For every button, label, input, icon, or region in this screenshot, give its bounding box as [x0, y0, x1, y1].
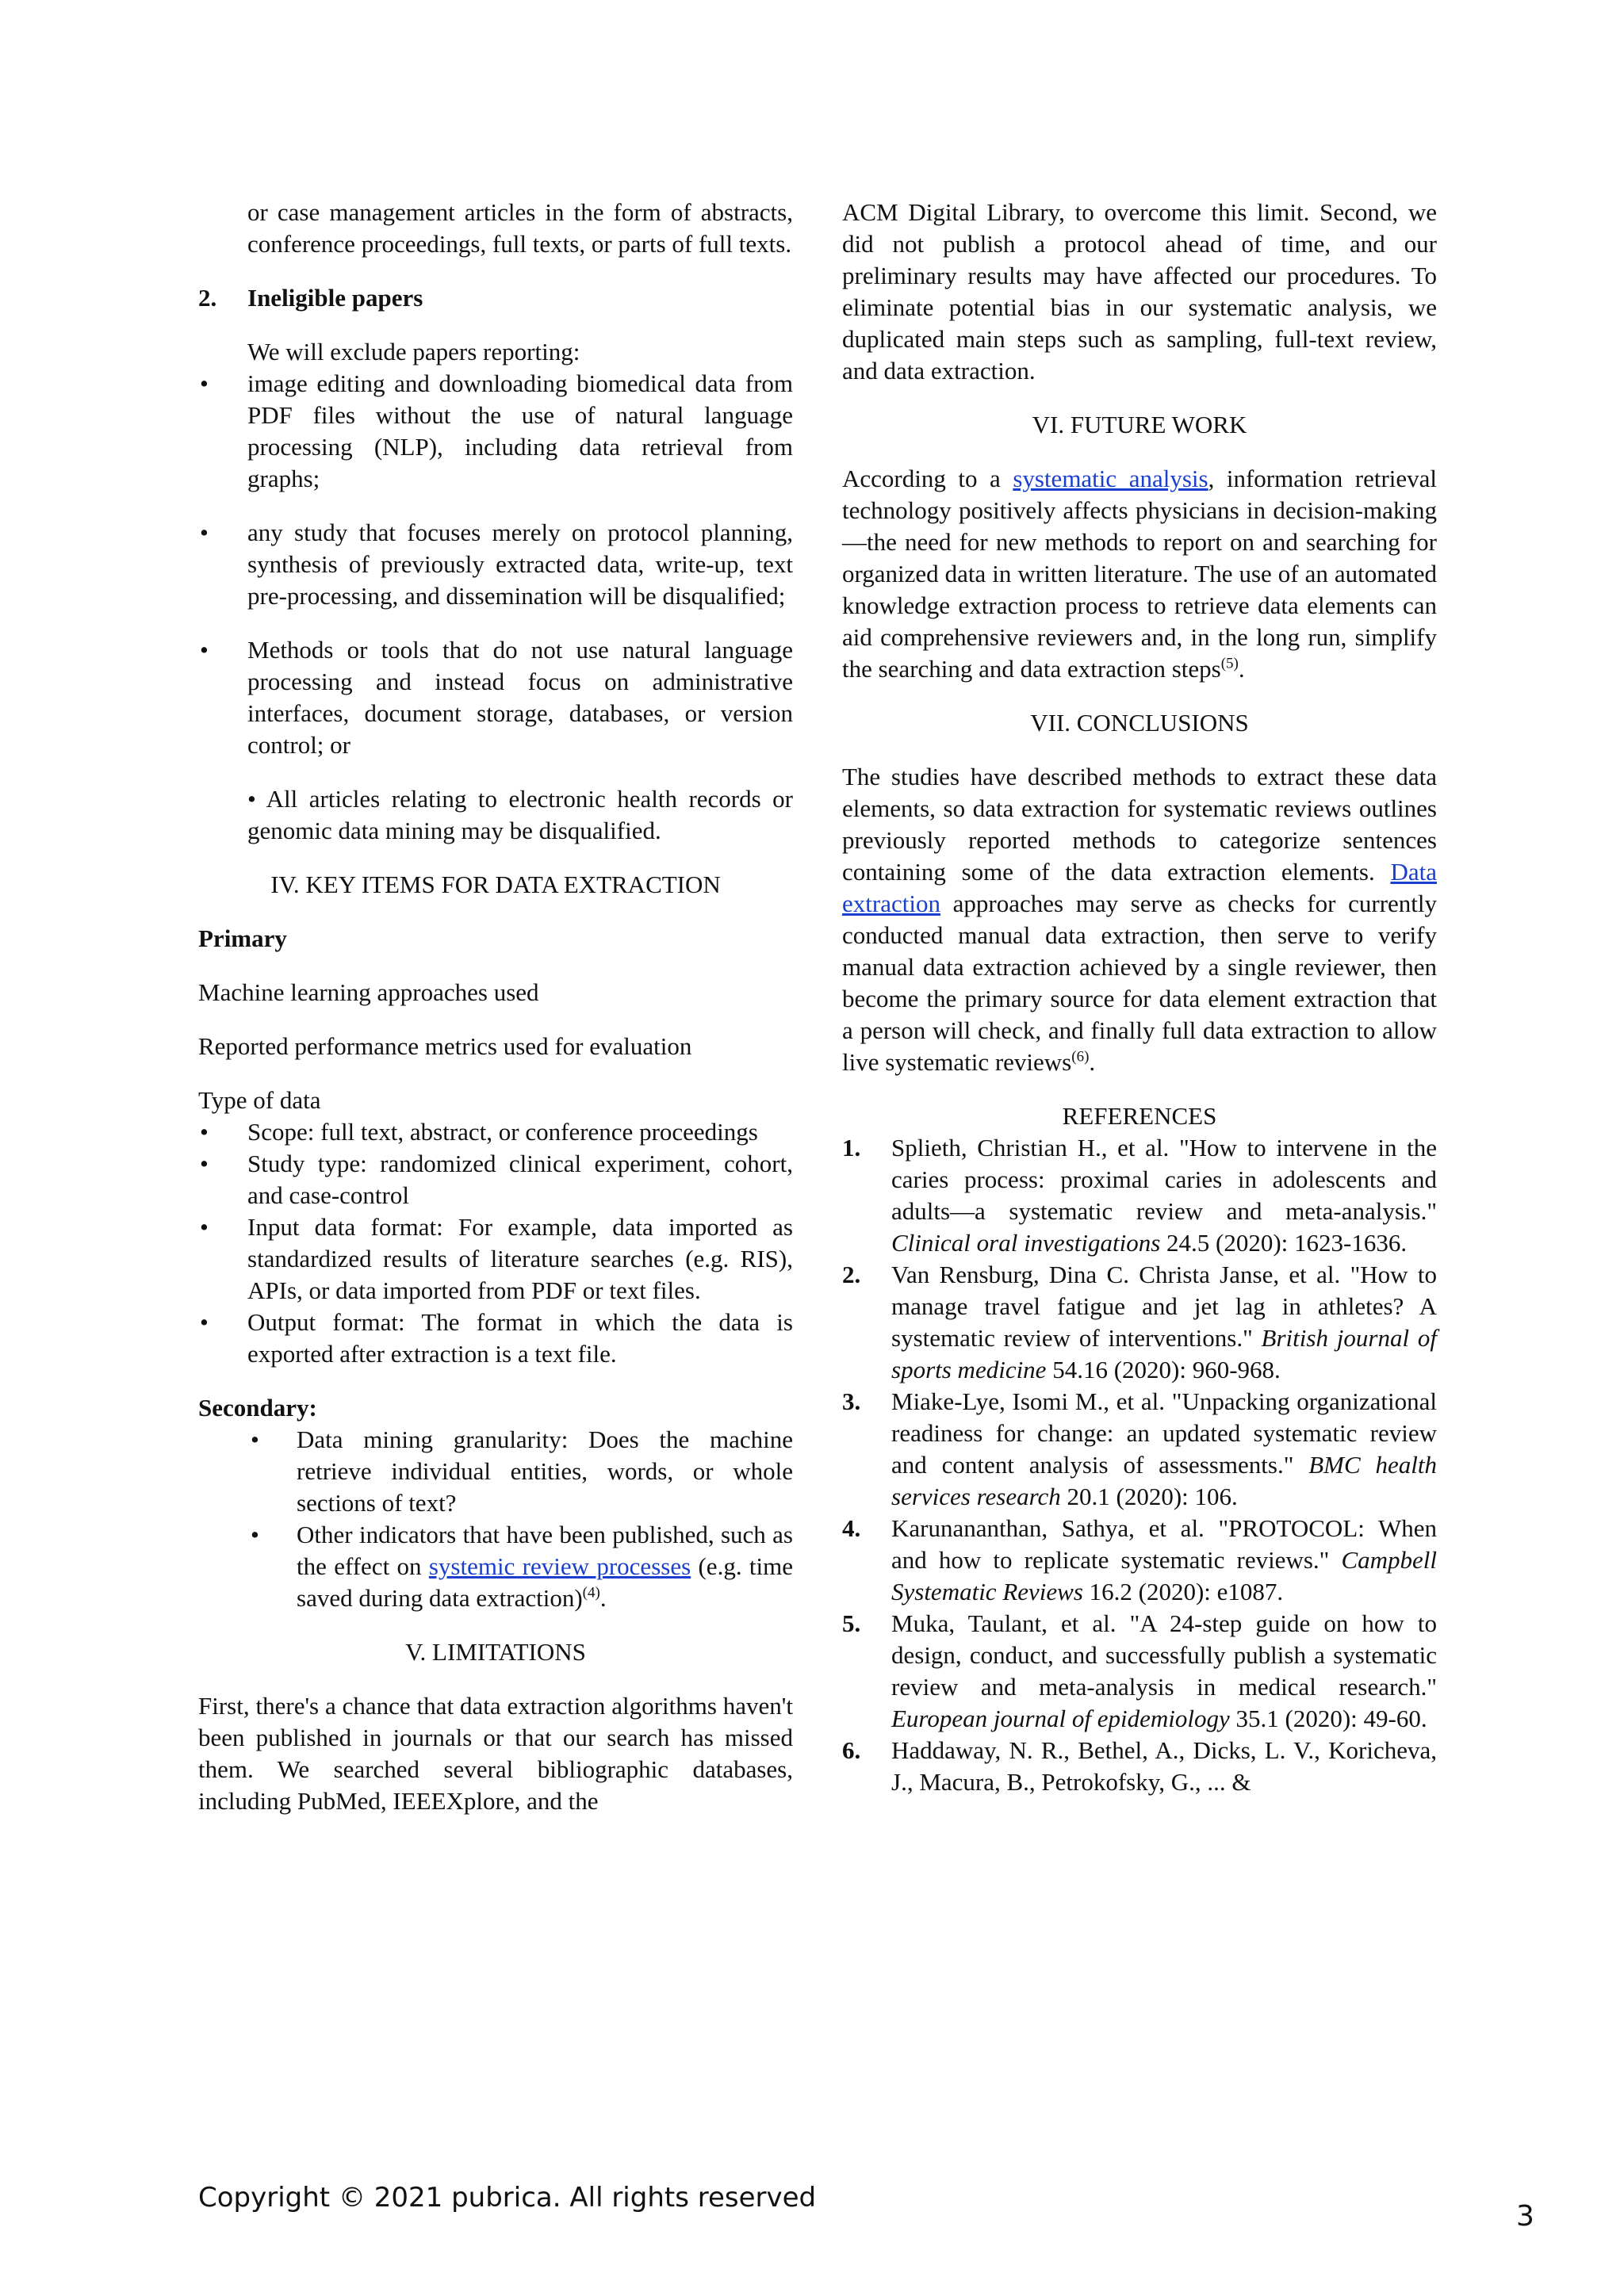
secondary-text-tail: (e.g. time saved during data extraction) — [297, 1552, 794, 1612]
reference-text: Karunananthan, Sathya, et al. "PROTOCOL: When and how to replicate systematic reviews." — [891, 1514, 1437, 1574]
reference-item — [842, 1608, 1437, 1735]
ineligible-number: 2. — [198, 284, 217, 312]
reference-item — [842, 1259, 1437, 1386]
reference-number: 6. — [842, 1736, 861, 1764]
conclusions-text-tail: approaches may serve as checks for currently conducted manual data extraction, then serve to verify manual data extraction achieved by a single reviewer, then become the primary source for data element extraction that a person will check, and finally full data extraction to allow live systematic reviews — [842, 890, 1437, 1076]
section-title-limitations: V. LIMITATIONS — [405, 1638, 586, 1666]
list-item: • image editing and downloading biomedical data from PDF files without the use of natural language processing (NLP), including data retrieval from graphs; — [198, 368, 793, 495]
reference-tail: 35.1 (2020): 49-60. — [1229, 1705, 1427, 1732]
exclude-intro: We will exclude papers reporting: — [247, 338, 580, 365]
citation-5: (5) — [1220, 655, 1239, 672]
primary-item: Machine learning approaches used — [198, 978, 539, 1006]
limitations-continuation: ACM Digital Library, to overcome this limit. Second, we did not publish a protocol ahead of time, and our preliminary results may have affected our procedures. To eliminate potential bias in our systematic analysis, we duplicated main steps such as sampling, full-text review, and data extraction. — [842, 198, 1437, 385]
reference-text: Haddaway, N. R., Bethel, A., Dicks, L. V., Koricheva, J., Macura, B., Petrokofsky, G., ... & — [891, 1736, 1437, 1796]
reference-item — [842, 1132, 1437, 1259]
right-column — [842, 197, 1437, 1798]
secondary-text: Other indicators that have been published, such as the effect on — [297, 1521, 793, 1580]
list-item: • any study that focuses merely on protocol planning, synthesis of previously extracted data, write-up, text pre-processing, and dissemination will be disqualified; — [198, 517, 793, 612]
reference-text: Splieth, Christian H., et al. "How to intervene in the caries process: proximal caries in adolescents and adults—a systematic review and meta-analysis." — [891, 1134, 1437, 1225]
future-text-tail: , information retrieval technology positively affects physicians in decision-making—the need for new methods to report on and searching for organized data in written literature. The use of an automated knowledge extraction process to retrieve data elements can aid comprehensive reviewers and, in the long run, simplify the searching and data extraction steps — [842, 465, 1438, 683]
reference-tail: 20.1 (2020): 106. — [1060, 1483, 1238, 1510]
ineligible-heading — [198, 282, 793, 314]
conclusions-text: The studies have described methods to extract these data elements, so data extraction for systematic reviews outlines previously reported methods to categorize sentences containing some of the data extraction elements. — [842, 763, 1437, 886]
list-item: • Scope: full text, abstract, or conference proceedings — [198, 1116, 793, 1148]
reference-journal: Campbell Systematic Reviews — [891, 1546, 1437, 1605]
page-number: 3 — [1516, 2200, 1534, 2233]
reference-number: 3. — [842, 1387, 861, 1415]
section-title-references: REFERENCES — [1062, 1102, 1217, 1130]
limitations-paragraph: First, there's a chance that data extraction algorithms haven't been published in journals or that our search has missed them. We searched several bibliographic databases, including PubMed, IEEEXplore, and the — [198, 1692, 793, 1815]
reference-journal: European journal of epidemiology — [891, 1705, 1230, 1732]
left-column — [198, 197, 793, 1817]
reference-tail: 24.5 (2020): 1623-1636. — [1160, 1229, 1408, 1257]
section-title-conclusions: VII. CONCLUSIONS — [1030, 709, 1249, 737]
reference-item — [842, 1513, 1437, 1608]
intro-continuation: or case management articles in the form of abstracts, conference proceedings, full texts, or parts of full texts. — [247, 198, 793, 258]
list-item: • Output format: The format in which the data is exported after extraction is a text file. — [198, 1307, 793, 1370]
primary-item: Type of data — [198, 1086, 321, 1114]
reference-number: 4. — [842, 1514, 861, 1542]
reference-list — [842, 1132, 1437, 1798]
future-text: According to a — [842, 465, 1013, 492]
reference-number: 2. — [842, 1261, 861, 1288]
secondary-list — [198, 1424, 793, 1614]
period: . — [599, 1584, 607, 1612]
list-item: • Methods or tools that do not use natural language processing and instead focus on administrative interfaces, document storage, databases, or version control; or — [198, 634, 793, 761]
reference-item — [842, 1386, 1437, 1513]
reference-text: Miake-Lye, Isomi M., et al. "Unpacking organizational readiness for change: an updated systematic review and content analysis of assessments." — [891, 1387, 1437, 1479]
section-title-future-work: VI. FUTURE WORK — [1032, 411, 1247, 438]
exclusion-list — [198, 368, 793, 761]
conclusions-paragraph — [842, 761, 1437, 1078]
systemic-review-link[interactable]: systemic review processes — [428, 1552, 691, 1580]
reference-tail: 16.2 (2020): e1087. — [1082, 1578, 1284, 1605]
reference-journal: British journal of sports medicine — [891, 1324, 1437, 1383]
data-type-list — [198, 1116, 793, 1370]
citation-6: (6) — [1071, 1048, 1090, 1066]
reference-number: 1. — [842, 1134, 861, 1161]
list-item: • Data mining granularity: Does the machine retrieve individual entities, words, or whole sections of text? — [198, 1424, 793, 1519]
section-title-key-items: IV. KEY ITEMS FOR DATA EXTRACTION — [270, 871, 721, 898]
future-work-paragraph — [842, 463, 1437, 685]
systematic-analysis-link[interactable]: systematic analysis — [1013, 465, 1208, 492]
reference-text: Van Rensburg, Dina C. Christa Janse, et al. "How to manage travel fatigue and jet lag in athletes? A systematic review of interventions." — [891, 1261, 1437, 1352]
reference-text: Muka, Taulant, et al. "A 24-step guide on how to design, conduct, and successfully publish a systematic review and meta-analysis in medical research." — [891, 1609, 1437, 1701]
primary-label: Primary — [198, 924, 287, 952]
reference-journal: Clinical oral investigations — [891, 1229, 1161, 1257]
primary-item: Reported performance metrics used for evaluation — [198, 1032, 692, 1060]
copyright-footer: Copyright © 2021 pubrica. All rights reserved — [198, 2182, 817, 2214]
period: . — [1089, 1048, 1096, 1076]
secondary-label: Secondary: — [198, 1394, 317, 1422]
reference-number: 5. — [842, 1609, 861, 1637]
data-extraction-link[interactable]: Data extraction — [842, 858, 1437, 917]
exclusion-extra: • All articles relating to electronic health records or genomic data mining may be disqualified. — [247, 785, 793, 844]
list-item: • Study type: randomized clinical experiment, cohort, and case-control — [198, 1148, 793, 1211]
reference-tail: 54.16 (2020): 960-968. — [1046, 1356, 1281, 1383]
reference-item — [842, 1735, 1437, 1798]
period: . — [1238, 655, 1245, 683]
list-item — [198, 1519, 793, 1614]
citation-4: (4) — [582, 1584, 600, 1601]
ineligible-title: Ineligible papers — [247, 284, 423, 312]
list-item: • Input data format: For example, data imported as standardized results of literature searches (e.g. RIS), APIs, or data imported from PDF or text files. — [198, 1211, 793, 1307]
reference-journal: BMC health services research — [891, 1451, 1437, 1510]
